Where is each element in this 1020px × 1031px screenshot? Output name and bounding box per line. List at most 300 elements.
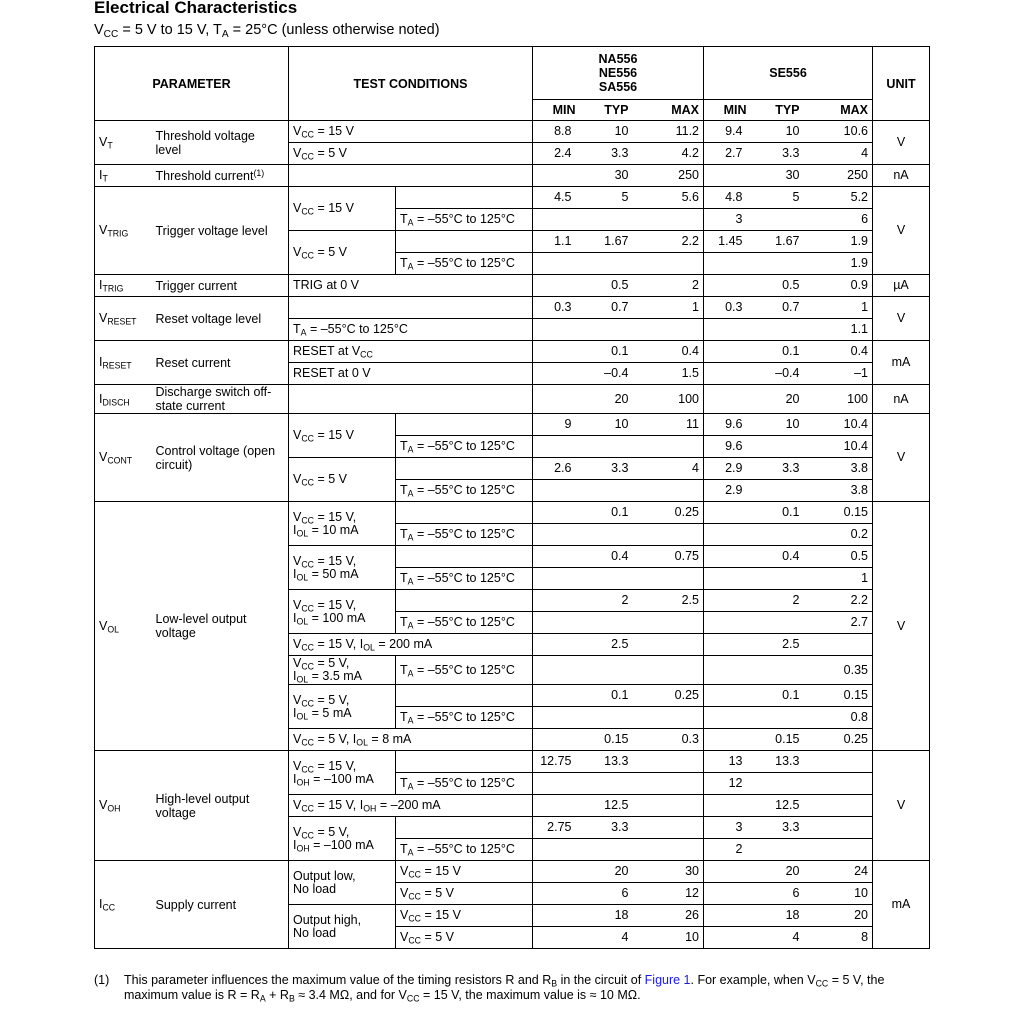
value-na-min: 8.8: [533, 121, 588, 143]
value-na-typ: 18: [588, 905, 645, 927]
typ-header: TYP: [588, 100, 645, 121]
value-na-typ: 6: [588, 883, 645, 905]
value-se-typ: 13.3: [759, 751, 816, 773]
parameter-name: Control voltage (open circuit): [152, 414, 289, 502]
value-na-typ: [588, 480, 645, 502]
value-na-typ: [588, 524, 645, 546]
value-se-min: 2.7: [704, 143, 759, 165]
value-na-min: [533, 795, 588, 817]
value-na-max: [645, 817, 704, 839]
parameter-symbol: $I_T$: [95, 165, 152, 187]
value-se-typ: 10: [759, 414, 816, 436]
value-se-max: [816, 634, 873, 656]
value-se-typ: [759, 707, 816, 729]
value-na-min: [533, 209, 588, 231]
test-condition-sub: $T_A = -55^\circ C$ to 125°C: [396, 524, 533, 546]
test-condition: $V_{CC} = 15$ V, $I_{OL} = 200$ mA: [289, 634, 533, 656]
value-na-min: [533, 275, 588, 297]
value-na-typ: 0.4: [588, 546, 645, 568]
value-na-typ: 0.1: [588, 685, 645, 707]
value-se-max: 20: [816, 905, 873, 927]
test-condition: $V_{CC} = 5$ V: [289, 231, 396, 275]
value-na-typ: –0.4: [588, 363, 645, 385]
value-se-typ: 6: [759, 883, 816, 905]
value-na-min: [533, 656, 588, 685]
value-se-typ: [759, 209, 816, 231]
test-condition-sub: [396, 590, 533, 612]
value-na-typ: [588, 773, 645, 795]
value-na-min: 2.75: [533, 817, 588, 839]
value-se-min: 1.45: [704, 231, 759, 253]
value-se-typ: 30: [759, 165, 816, 187]
value-se-typ: [759, 524, 816, 546]
value-se-max: 1.9: [816, 231, 873, 253]
value-na-typ: [588, 612, 645, 634]
value-se-min: [704, 795, 759, 817]
parameter-name: Threshold current$^{(1)}$: [152, 165, 289, 187]
value-na-typ: 1.67: [588, 231, 645, 253]
value-na-min: 4.5: [533, 187, 588, 209]
value-na-max: [645, 656, 704, 685]
value-se-min: [704, 341, 759, 363]
value-se-typ: 0.4: [759, 546, 816, 568]
value-se-min: [704, 502, 759, 524]
value-se-max: 10.4: [816, 414, 873, 436]
value-se-typ: 3.3: [759, 817, 816, 839]
value-se-min: [704, 546, 759, 568]
value-na-min: [533, 436, 588, 458]
parameter-symbol: $V_{TRIG}$: [95, 187, 152, 275]
table-row: [95, 385, 930, 414]
value-na-max: 100: [645, 385, 704, 414]
value-se-min: [704, 685, 759, 707]
test-condition-sub: $T_A = -55^\circ C$ to 125°C: [396, 480, 533, 502]
value-na-min: [533, 905, 588, 927]
value-se-typ: 20: [759, 385, 816, 414]
test-condition-sub: $T_A = -55^\circ C$ to 125°C: [396, 568, 533, 590]
value-na-min: [533, 612, 588, 634]
value-na-typ: 13.3: [588, 751, 645, 773]
table-row: [95, 297, 930, 319]
value-na-typ: 5: [588, 187, 645, 209]
test-condition-sub: [396, 685, 533, 707]
max-header: MAX: [645, 100, 704, 121]
value-na-min: [533, 568, 588, 590]
value-se-typ: 0.15: [759, 729, 816, 751]
value-na-max: [645, 436, 704, 458]
test-condition-sub: $T_A = -55^\circ C$ to 125°C: [396, 707, 533, 729]
value-na-max: [645, 773, 704, 795]
value-se-min: [704, 385, 759, 414]
value-se-typ: 3.3: [759, 143, 816, 165]
value-na-min: [533, 480, 588, 502]
value-na-min: [533, 861, 588, 883]
footnote-number: (1): [94, 973, 110, 987]
value-se-typ: 10: [759, 121, 816, 143]
test-condition: $T_A = -55^\circ C$ to 125°C: [289, 319, 533, 341]
unit-cell: V: [873, 751, 930, 861]
value-se-typ: 12.5: [759, 795, 816, 817]
value-se-min: [704, 883, 759, 905]
test-condition: TRIG at 0 V: [289, 275, 533, 297]
value-se-typ: [759, 436, 816, 458]
footnote-text-part: This parameter influences the maximum value of the timing resistors R and $R_B$ in the circuit of: [124, 973, 645, 989]
value-na-max: [645, 480, 704, 502]
value-se-typ: [759, 839, 816, 861]
part-sa556: SA556: [598, 80, 638, 94]
test-condition-sub: $V_{CC} = 15$ V: [396, 861, 533, 883]
test-condition-sub: $T_A = -55^\circ C$ to 125°C: [396, 656, 533, 685]
value-na-max: 30: [645, 861, 704, 883]
value-se-min: 2.9: [704, 458, 759, 480]
parameter-name: Reset voltage level: [152, 297, 289, 341]
value-se-typ: [759, 656, 816, 685]
parameter-header: PARAMETER: [95, 47, 289, 121]
value-se-min: 0.3: [704, 297, 759, 319]
electrical-characteristics-table: [94, 46, 930, 949]
value-se-max: [816, 817, 873, 839]
unit-cell: mA: [873, 861, 930, 949]
table-row: [95, 341, 930, 363]
parameter-symbol: $V_{OH}$: [95, 751, 152, 861]
unit-cell: V: [873, 121, 930, 165]
value-se-max: 1: [816, 297, 873, 319]
value-se-typ: 3.3: [759, 458, 816, 480]
value-se-typ: 20: [759, 861, 816, 883]
test-condition: $V_{CC} = 5$ V, $I_{OL} = 8$ mA: [289, 729, 533, 751]
value-na-min: [533, 590, 588, 612]
value-na-max: [645, 839, 704, 861]
value-se-min: [704, 905, 759, 927]
value-na-max: [645, 524, 704, 546]
value-na-typ: 2.5: [588, 634, 645, 656]
test-condition: $V_{CC} = 15$ V: [289, 187, 396, 231]
value-se-max: 0.2: [816, 524, 873, 546]
value-na-max: 0.75: [645, 546, 704, 568]
value-se-max: 2.7: [816, 612, 873, 634]
test-condition: $V_{CC} = 15$ V, $I_{OH} = -200$ mA: [289, 795, 533, 817]
value-na-typ: 20: [588, 385, 645, 414]
value-se-max: 3.8: [816, 480, 873, 502]
value-na-typ: 10: [588, 121, 645, 143]
parameter-symbol: $V_T$: [95, 121, 152, 165]
part-ne556: NE556: [598, 66, 638, 80]
value-na-max: [645, 751, 704, 773]
value-na-max: [645, 319, 704, 341]
value-na-min: [533, 707, 588, 729]
min-header: MIN: [533, 100, 588, 121]
value-se-max: 0.15: [816, 685, 873, 707]
value-na-min: [533, 729, 588, 751]
table-row: [95, 414, 930, 436]
table-row: [95, 751, 930, 773]
value-na-min: 12.75: [533, 751, 588, 773]
table-row: [95, 502, 930, 524]
value-na-min: 0.3: [533, 297, 588, 319]
page-title: Electrical Characteristics: [94, 0, 298, 17]
min-header: MIN: [704, 100, 759, 121]
value-se-min: [704, 590, 759, 612]
test-condition: RESET at $V_{CC}$: [289, 341, 533, 363]
test-condition: $V_{CC} = 5$ V, $I_{OL} = 5$ mA: [289, 685, 396, 729]
value-se-max: 100: [816, 385, 873, 414]
unit-cell: V: [873, 414, 930, 502]
unit-cell: nA: [873, 165, 930, 187]
value-na-min: [533, 385, 588, 414]
value-se-min: 12: [704, 773, 759, 795]
value-na-typ: 0.7: [588, 297, 645, 319]
value-na-max: 0.4: [645, 341, 704, 363]
value-se-max: 5.2: [816, 187, 873, 209]
value-se-typ: [759, 480, 816, 502]
value-se-typ: 0.1: [759, 341, 816, 363]
typ-header: TYP: [759, 100, 816, 121]
value-se-typ: –0.4: [759, 363, 816, 385]
value-na-typ: 10: [588, 414, 645, 436]
test-condition-sub: [396, 546, 533, 568]
value-na-min: [533, 319, 588, 341]
value-se-typ: [759, 612, 816, 634]
value-se-typ: [759, 253, 816, 275]
value-se-min: 9.4: [704, 121, 759, 143]
parameter-name: Reset current: [152, 341, 289, 385]
value-na-typ: 30: [588, 165, 645, 187]
parameter-name: Trigger voltage level: [152, 187, 289, 275]
parameter-name: Threshold voltage level: [152, 121, 289, 165]
value-na-min: 1.1: [533, 231, 588, 253]
test-condition: Output high, No load: [289, 905, 396, 949]
unit-cell: V: [873, 502, 930, 751]
value-na-min: [533, 253, 588, 275]
value-se-min: [704, 927, 759, 949]
test-condition: $V_{CC} = 5$ V: [289, 143, 533, 165]
test-condition-sub: $V_{CC} = 5$ V: [396, 883, 533, 905]
value-se-min: 3: [704, 209, 759, 231]
value-se-min: 13: [704, 751, 759, 773]
value-na-min: [533, 773, 588, 795]
value-na-typ: [588, 707, 645, 729]
value-se-min: [704, 634, 759, 656]
value-na-typ: [588, 319, 645, 341]
value-se-typ: 0.1: [759, 502, 816, 524]
value-na-typ: 3.3: [588, 143, 645, 165]
test-condition-sub: $T_A = -55^\circ C$ to 125°C: [396, 612, 533, 634]
test-condition: $V_{CC} = 15$ V: [289, 121, 533, 143]
test-condition: $V_{CC} = 5$ V: [289, 458, 396, 502]
value-na-min: 2.4: [533, 143, 588, 165]
test-conditions-header: TEST CONDITIONS: [289, 47, 533, 121]
value-na-max: 1.5: [645, 363, 704, 385]
value-na-typ: 4: [588, 927, 645, 949]
unit-header: UNIT: [873, 47, 930, 121]
value-se-min: 3: [704, 817, 759, 839]
unit-cell: nA: [873, 385, 930, 414]
test-condition-sub: $T_A = -55^\circ C$ to 125°C: [396, 773, 533, 795]
value-se-max: 0.4: [816, 341, 873, 363]
value-se-typ: 2.5: [759, 634, 816, 656]
unit-cell: V: [873, 187, 930, 275]
value-se-typ: 0.1: [759, 685, 816, 707]
value-na-typ: [588, 839, 645, 861]
test-condition: $V_{CC} = 15$ V, $I_{OH} = -100$ mA: [289, 751, 396, 795]
value-se-min: [704, 707, 759, 729]
value-se-typ: 1.67: [759, 231, 816, 253]
unit-cell: µA: [873, 275, 930, 297]
value-se-max: [816, 839, 873, 861]
test-condition-sub: [396, 502, 533, 524]
value-se-max: 10.6: [816, 121, 873, 143]
value-se-min: [704, 656, 759, 685]
figure-1-link[interactable]: Figure 1: [644, 973, 691, 987]
value-na-typ: 12.5: [588, 795, 645, 817]
test-condition: $V_{CC} = 15$ V: [289, 414, 396, 458]
value-se-typ: 4: [759, 927, 816, 949]
parameter-symbol: $I_{DISCH}$: [95, 385, 152, 414]
value-se-max: 0.15: [816, 502, 873, 524]
value-na-max: [645, 209, 704, 231]
table-row: [95, 861, 930, 883]
table-row: [95, 165, 930, 187]
table-row: [95, 121, 930, 143]
value-na-typ: 0.1: [588, 341, 645, 363]
value-na-min: [533, 165, 588, 187]
value-na-max: [645, 568, 704, 590]
footnote-text: [124, 973, 934, 1003]
parameter-name: Supply current: [152, 861, 289, 949]
value-na-max: 2.2: [645, 231, 704, 253]
value-na-typ: 0.5: [588, 275, 645, 297]
value-se-max: 1: [816, 568, 873, 590]
value-na-min: [533, 341, 588, 363]
parameter-symbol: $V_{RESET}$: [95, 297, 152, 341]
parameter-symbol: $I_{CC}$: [95, 861, 152, 949]
value-se-max: 0.25: [816, 729, 873, 751]
value-na-max: [645, 795, 704, 817]
parameter-name: High-level output voltage: [152, 751, 289, 861]
value-se-typ: [759, 773, 816, 795]
value-se-max: [816, 795, 873, 817]
test-condition-sub: [396, 817, 533, 839]
test-condition: $V_{CC} = 15$ V, $I_{OL} = 100$ mA: [289, 590, 396, 634]
table-body: [95, 121, 930, 949]
value-na-max: 5.6: [645, 187, 704, 209]
value-na-max: [645, 634, 704, 656]
value-se-max: 1.9: [816, 253, 873, 275]
value-na-typ: [588, 253, 645, 275]
value-se-max: 2.2: [816, 590, 873, 612]
value-se-max: 6: [816, 209, 873, 231]
value-na-max: 4: [645, 458, 704, 480]
value-na-typ: 2: [588, 590, 645, 612]
value-se-min: 2.9: [704, 480, 759, 502]
value-se-max: 0.9: [816, 275, 873, 297]
value-na-max: 0.25: [645, 502, 704, 524]
table-row: [95, 275, 930, 297]
value-se-typ: 5: [759, 187, 816, 209]
value-se-max: 10.4: [816, 436, 873, 458]
test-condition-sub: [396, 187, 533, 209]
group-se556-header: SE556: [704, 47, 873, 100]
group-na556-ne556-sa556-header: [533, 47, 704, 100]
test-condition-sub: $V_{CC} = 15$ V: [396, 905, 533, 927]
value-na-min: [533, 546, 588, 568]
test-condition-sub: [396, 458, 533, 480]
value-se-max: 3.8: [816, 458, 873, 480]
value-se-max: [816, 751, 873, 773]
value-na-typ: 3.3: [588, 458, 645, 480]
parameter-symbol: $I_{RESET}$: [95, 341, 152, 385]
value-na-max: 10: [645, 927, 704, 949]
value-se-min: [704, 319, 759, 341]
test-condition-sub: $T_A = -55^\circ C$ to 125°C: [396, 839, 533, 861]
value-na-typ: 0.15: [588, 729, 645, 751]
test-condition: RESET at 0 V: [289, 363, 533, 385]
value-na-max: [645, 612, 704, 634]
test-condition-sub: $V_{CC} = 5$ V: [396, 927, 533, 949]
test-condition: [289, 165, 533, 187]
value-se-min: [704, 612, 759, 634]
value-se-max: 24: [816, 861, 873, 883]
value-se-typ: 2: [759, 590, 816, 612]
value-na-typ: [588, 568, 645, 590]
value-se-min: [704, 524, 759, 546]
test-condition: $V_{CC} = 15$ V, $I_{OL} = 10$ mA: [289, 502, 396, 546]
test-condition-sub: $T_A = -55^\circ C$ to 125°C: [396, 209, 533, 231]
value-na-max: [645, 707, 704, 729]
value-se-min: 4.8: [704, 187, 759, 209]
value-na-min: [533, 927, 588, 949]
test-condition-sub: [396, 751, 533, 773]
value-se-max: 0.8: [816, 707, 873, 729]
value-na-max: 11: [645, 414, 704, 436]
max-header: MAX: [816, 100, 873, 121]
value-se-max: –1: [816, 363, 873, 385]
parameter-name: Low-level output voltage: [152, 502, 289, 751]
test-condition: [289, 385, 533, 414]
value-na-max: 250: [645, 165, 704, 187]
value-na-typ: [588, 209, 645, 231]
test-condition: [289, 297, 533, 319]
value-na-min: [533, 524, 588, 546]
value-na-max: [645, 253, 704, 275]
test-condition: Output low, No load: [289, 861, 396, 905]
value-na-typ: 0.1: [588, 502, 645, 524]
value-na-typ: 20: [588, 861, 645, 883]
value-na-min: [533, 839, 588, 861]
value-se-min: [704, 253, 759, 275]
value-se-min: 9.6: [704, 436, 759, 458]
value-se-max: 250: [816, 165, 873, 187]
value-se-typ: 18: [759, 905, 816, 927]
value-se-typ: [759, 568, 816, 590]
conditions-subtitle: $V_{CC} = 5$ V to 15 V, $T_A = 25^\circ C$ (unless otherwise noted): [94, 22, 440, 41]
part-na556: NA556: [598, 52, 638, 66]
value-na-min: 2.6: [533, 458, 588, 480]
test-condition-sub: $T_A = -55^\circ C$ to 125°C: [396, 253, 533, 275]
value-se-max: 8: [816, 927, 873, 949]
value-se-max: [816, 773, 873, 795]
value-na-min: [533, 634, 588, 656]
value-se-typ: 0.5: [759, 275, 816, 297]
value-na-max: 2: [645, 275, 704, 297]
value-se-max: 10: [816, 883, 873, 905]
value-se-typ: [759, 319, 816, 341]
value-se-min: [704, 729, 759, 751]
value-se-min: [704, 363, 759, 385]
parameter-symbol: $V_{OL}$: [95, 502, 152, 751]
value-se-min: [704, 861, 759, 883]
parameter-symbol: $I_{TRIG}$: [95, 275, 152, 297]
